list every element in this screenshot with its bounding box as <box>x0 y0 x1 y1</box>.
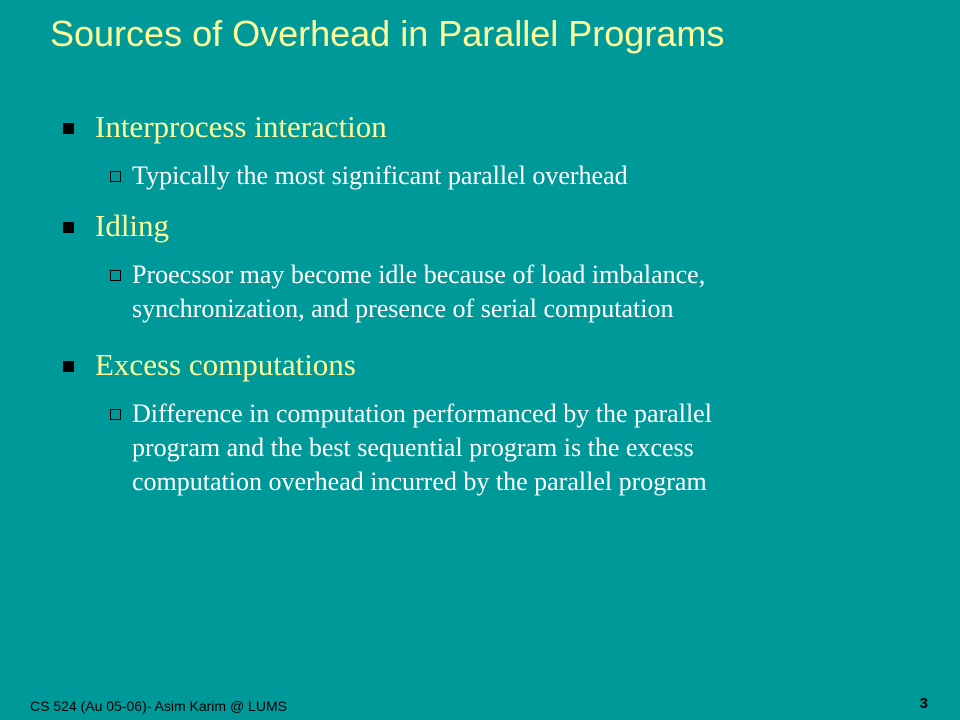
bullet-heading-excess-computations: Excess computations <box>95 347 356 382</box>
bullet-heading-idling: Idling <box>95 208 170 243</box>
sub-bullet-box-icon <box>110 409 121 420</box>
sub-bullet-text <box>132 258 892 326</box>
sub-bullet-line: Typically the most significant parallel overhead <box>132 161 628 190</box>
sub-bullet-line: Proecssor may become idle because of load imbalance, <box>132 260 706 289</box>
bullet-square-icon <box>63 361 74 372</box>
sub-bullet-line: Difference in computation performanced by the parallel <box>132 399 712 428</box>
sub-bullet-line: synchronization, and presence of serial computation <box>132 294 674 323</box>
sub-bullet-text <box>132 397 892 499</box>
bullet-heading-interprocess-interaction: Interprocess interaction <box>95 109 387 144</box>
sub-bullet-text <box>132 159 892 193</box>
sub-bullet-box-icon <box>110 171 121 182</box>
slide-number: 3 <box>919 695 928 712</box>
bullet-square-icon <box>63 222 74 233</box>
footer-course-info: CS 524 (Au 05-06)- Asim Karim @ LUMS <box>30 698 287 714</box>
sub-bullet-box-icon <box>110 270 121 281</box>
slide-title: Sources of Overhead in Parallel Programs <box>50 13 725 54</box>
bullet-square-icon <box>63 123 74 134</box>
sub-bullet-line: computation overhead incurred by the parallel program <box>132 467 707 496</box>
sub-bullet-line: program and the best sequential program is the excess <box>132 433 694 462</box>
